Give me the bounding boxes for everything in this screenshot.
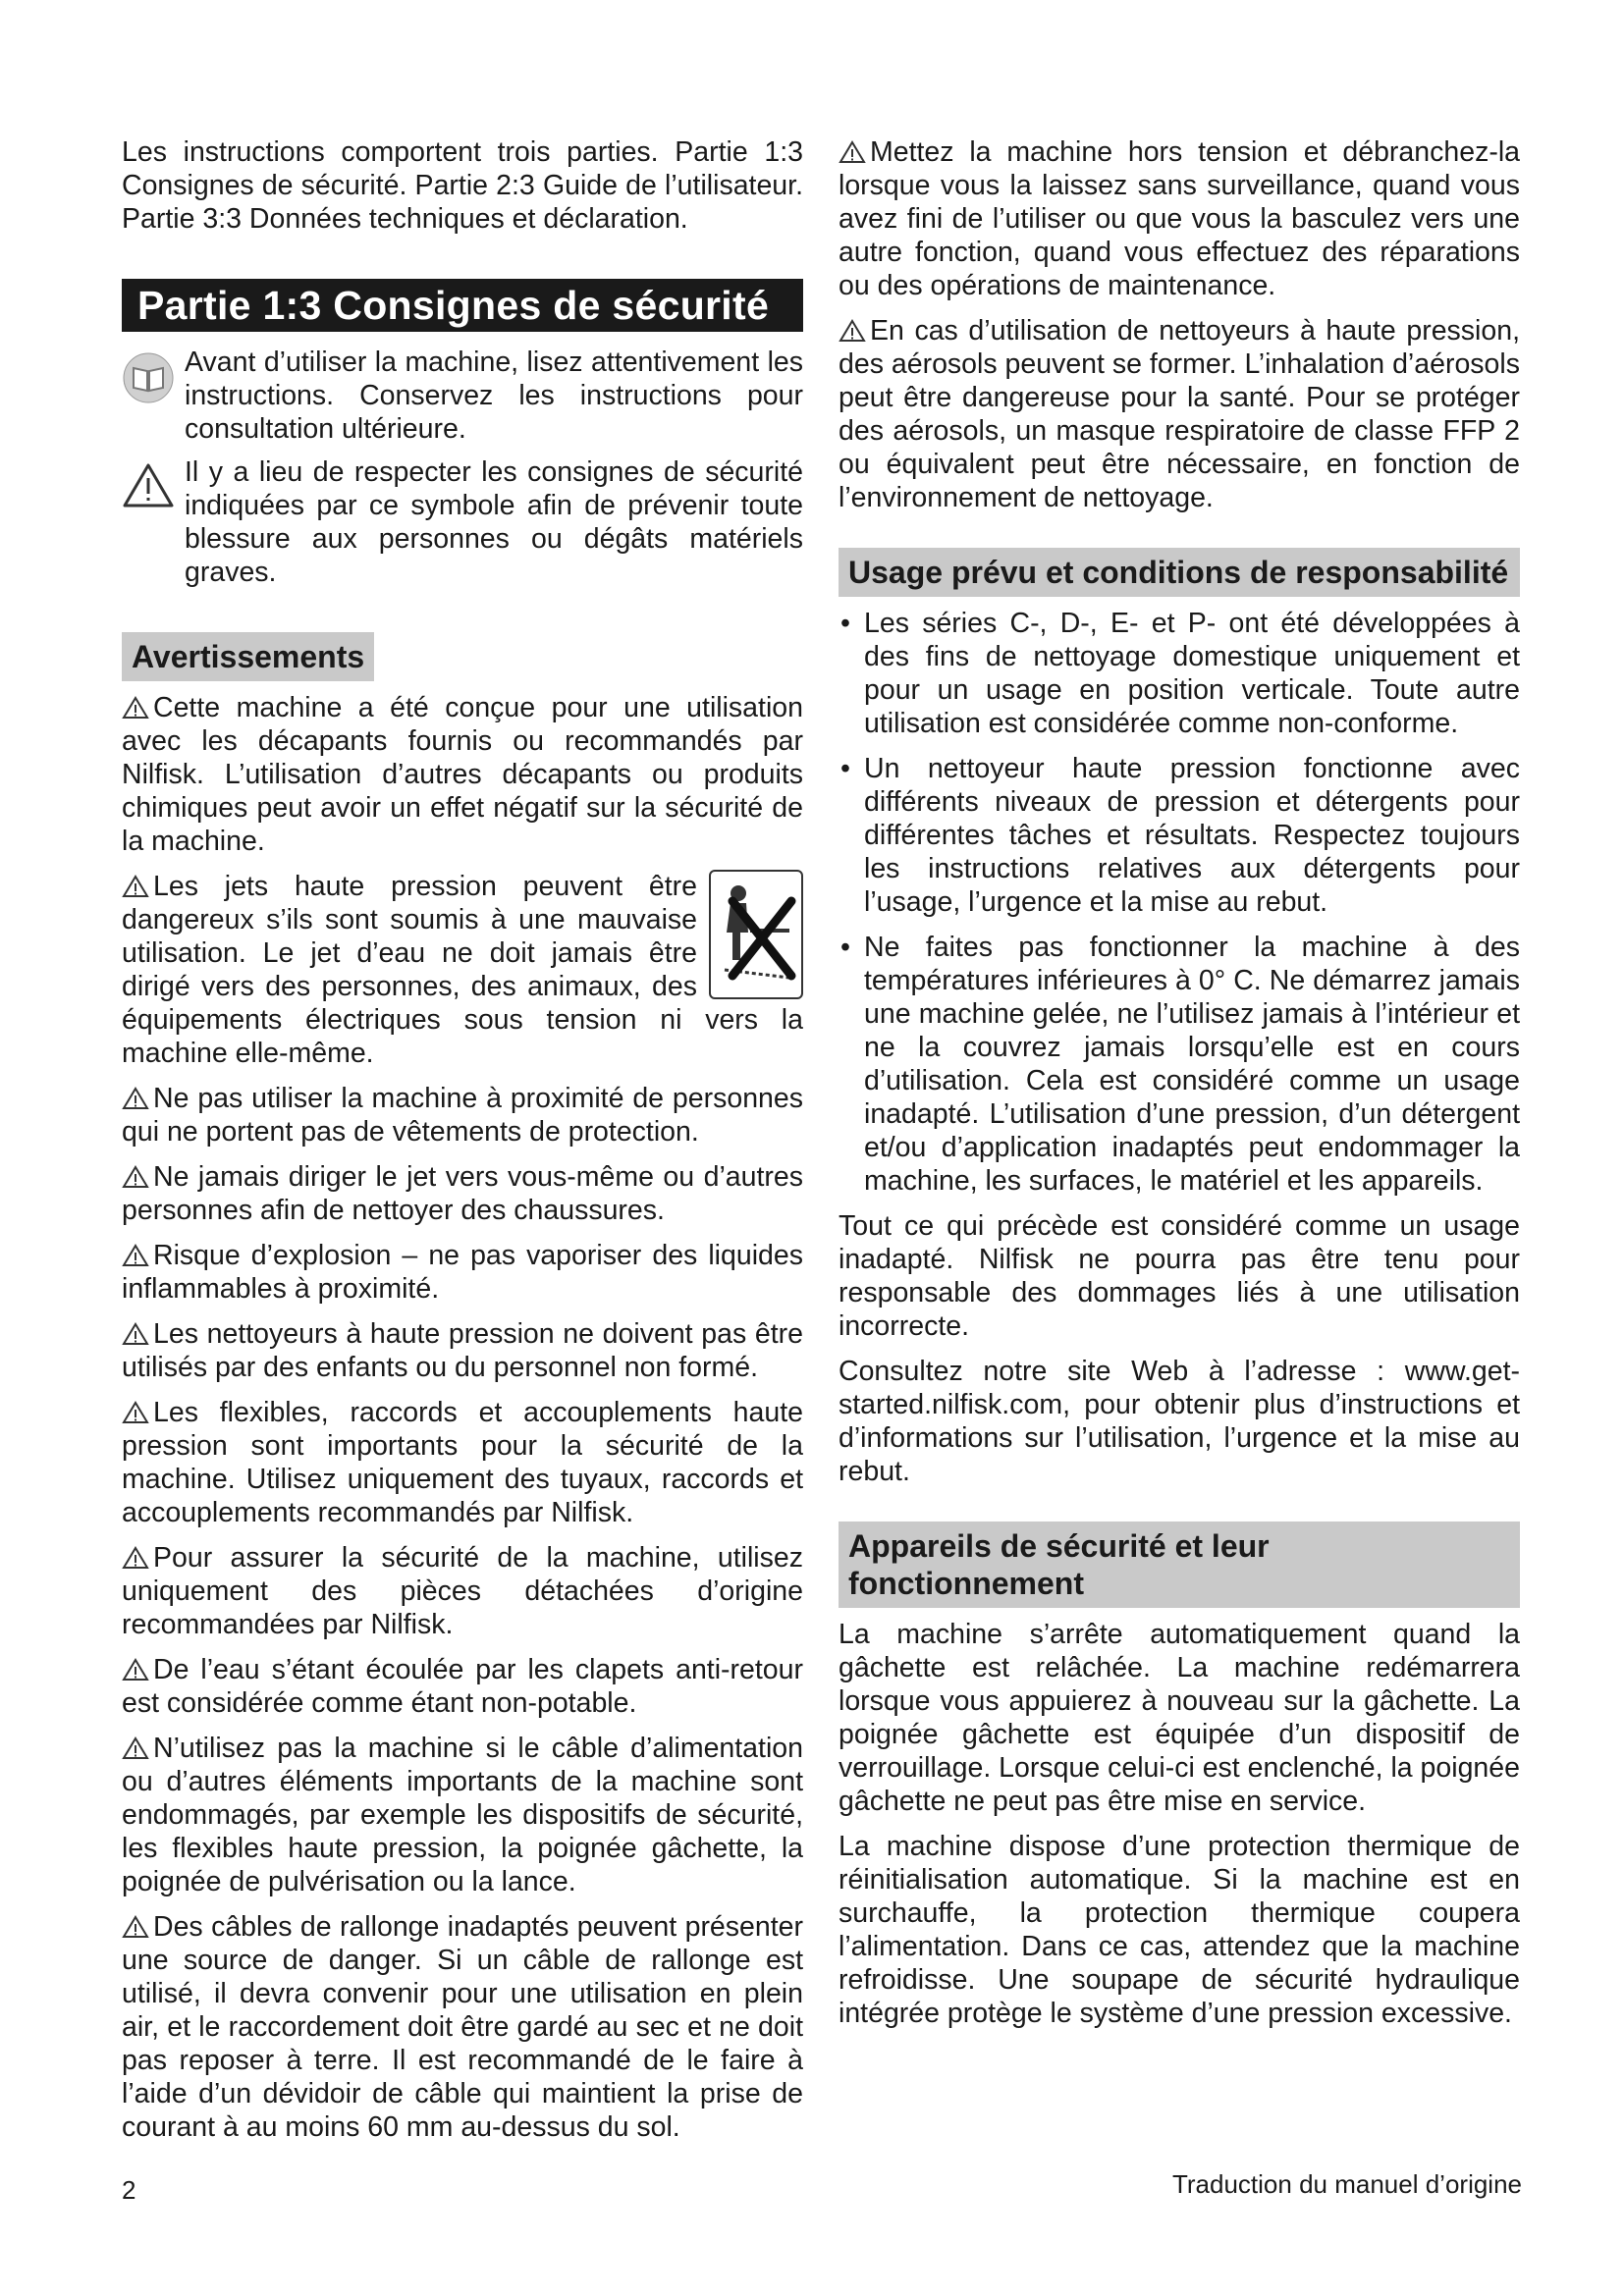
warning-item: Les jets haute pression peuvent être dangereux s’ils sont soumis à une mauvaise utilisation. Le jet d’eau ne doit jamais être dirigé vers des personnes, des animaux, des équipements électriques sous tension ni vers la machine elle-même. xyxy=(122,871,803,1069)
warning-icon xyxy=(122,1322,149,1346)
warning-icon xyxy=(122,1658,149,1682)
usage-paragraph: Consultez notre site Web à l’adresse : www.get-started.nilfisk.com, pour obtenir plus d’instructions et d’informations sur l’utilisation, l’urgence et la mise au rebut. xyxy=(839,1356,1520,1487)
warnings-title: Avertissements xyxy=(122,632,374,681)
warning-item: N’utilisez pas la machine si le câble d’alimentation ou d’autres éléments importants de la machine sont endommagés, par exemple les dispositifs de sécurité, les flexibles haute pression, la poignée gâchette, la poignée de pulvérisation ou la lance. xyxy=(122,1733,803,1897)
symbol-note-text: Il y a lieu de respecter les consignes de sécurité indiquées par ce symbole afin de prévenir toute blessure aux personnes ou dégâts matériels graves. xyxy=(185,456,803,588)
warning-icon xyxy=(122,1401,149,1424)
warning-item: Les nettoyeurs à haute pression ne doivent pas être utilisés par des enfants ou du personnel non formé. xyxy=(122,1318,803,1383)
part-title: Partie 1:3 Consignes de sécurité xyxy=(122,279,803,332)
right-column xyxy=(839,135,1520,2042)
warning-large-icon xyxy=(122,455,177,516)
usage-title: Usage prévu et conditions de responsabilité xyxy=(839,548,1520,597)
symbol-note xyxy=(122,455,803,589)
list-item: • Ne faites pas fonctionner la machine à des températures inférieures à 0° C. Ne démarrez jamais une machine gelée, ne l’utilisez jamais à l’intérieur et ne la couvrez jamais lorsqu’elle est en cours d’utilisation. Cela est considéré comme un usage inadapté. L’utilisation d’une pression, d’un détergent et/ou d’application inadaptés peut endommager la machine, les surfaces, le matériel et les appareils. xyxy=(839,931,1520,1198)
no-spray-at-people-icon xyxy=(709,870,803,999)
safety-devices-title: Appareils de sécurité et leur fonctionnement xyxy=(839,1522,1520,1608)
warning-icon xyxy=(122,1087,149,1110)
warning-item: Ne pas utiliser la machine à proximité de personnes qui ne portent pas de vêtements de protection. xyxy=(122,1083,803,1148)
intro-text: Les instructions comportent trois parties. Partie 1:3 Consignes de sécurité. Partie 2:3 Guide de l’utilisateur. Partie 3:3 Données techniques et déclaration. xyxy=(122,136,803,235)
warning-icon xyxy=(122,1546,149,1570)
warning-icon xyxy=(122,875,149,898)
left-column xyxy=(122,135,803,2156)
warning-icon xyxy=(122,1736,149,1760)
warning-icon xyxy=(839,140,866,164)
warning-item: Risque d’explosion – ne pas vaporiser des liquides inflammables à proximité. xyxy=(122,1240,803,1305)
warning-item: Ne jamais diriger le jet vers vous-même ou d’autres personnes afin de nettoyer des chaussures. xyxy=(122,1161,803,1226)
safety-paragraph: La machine dispose d’une protection thermique de réinitialisation automatique. Si la machine est en surchauffe, la protection thermique coupera l’alimentation. Dans ce cas, attendez que la machine refroidisse. Une soupape de sécurité hydraulique intégrée protège le système d’une pression excessive. xyxy=(839,1831,1520,2029)
warning-icon xyxy=(122,1244,149,1267)
warning-icon xyxy=(122,1915,149,1939)
warning-icon xyxy=(122,696,149,720)
warning-icon xyxy=(839,319,866,343)
warning-item: Cette machine a été conçue pour une utilisation avec les décapants fournis ou recommandés par Nilfisk. L’utilisation d’autres décapants ou produits chimiques peut avoir un effet négatif sur la sécurité de la machine. xyxy=(122,692,803,857)
usage-paragraph: Tout ce qui précède est considéré comme un usage inadapté. Nilfisk ne pourra pas être tenu pour responsable des dommages liés à une utilisation incorrecte. xyxy=(839,1210,1520,1342)
usage-list xyxy=(839,607,1520,1198)
safety-paragraph: La machine s’arrête automatiquement quand la gâchette est relâchée. La machine redémarrera lorsque vous appuierez à nouveau sur la gâchette. La poignée gâchette est équipée d’un dispositif de verrouillage. Lorsque celui-ci est enclenché, la poignée gâchette ne peut pas être mise en service. xyxy=(839,1619,1520,1817)
warning-item: En cas d’utilisation de nettoyeurs à haute pression, des aérosols peuvent se former. L’inhalation d’aérosols peut être dangereuse pour la santé. Pour se protéger des aérosols, un masque respiratoire de classe FFP 2 ou équivalent peut être nécessaire, en fonction de l’environnement de nettoyage. xyxy=(839,315,1520,513)
list-item: • Un nettoyeur haute pression fonctionne avec différents niveaux de pression et détergents pour différentes tâches et résultats. Respectez toujours les instructions relatives aux détergents pour l’usage, l’urgence et la mise au rebut. xyxy=(839,752,1520,919)
warning-item: Pour assurer la sécurité de la machine, utilisez uniquement des pièces détachées d’origine recommandées par Nilfisk. xyxy=(122,1542,803,1640)
book-icon xyxy=(122,346,177,412)
warning-icon xyxy=(122,1165,149,1189)
warning-item: De l’eau s’étant écoulée par les clapets anti-retour est considérée comme étant non-potable. xyxy=(122,1654,803,1719)
footer-note: Traduction du manuel d’origine xyxy=(1171,2169,1522,2199)
warning-item: Des câbles de rallonge inadaptés peuvent présenter une source de danger. Si un câble de rallonge est utilisé, il devra convenir pour une utilisation en plein air, et le raccordement doit être gardé au sec et ne doit pas reposer à terre. Il est recommandé de le faire à l’aide d’un dévidoir de câble qui maintient la prise de courant à au moins 60 mm au-dessus du sol. xyxy=(122,1911,803,2143)
manual-note-text: Avant d’utiliser la machine, lisez attentivement les instructions. Conservez les instructions pour consultation ultérieure. xyxy=(185,347,803,445)
list-item: • Les séries C-, D-, E- et P- ont été développées à des fins de nettoyage domestique uniquement et pour un usage en position verticale. Toute autre utilisation est considérée comme non-conforme. xyxy=(839,607,1520,740)
warning-item: Les flexibles, raccords et accouplements haute pression sont importants pour la sécurité de la machine. Utilisez uniquement des tuyaux, raccords et accouplements recommandés par Nilfisk. xyxy=(122,1397,803,1528)
page-number: 2 xyxy=(122,2175,136,2205)
manual-note xyxy=(122,346,803,446)
warning-item: Mettez la machine hors tension et débranchez-la lorsque vous la laissez sans surveillance, quand vous avez fini de l’utiliser ou que vous la basculez vers une autre fonction, quand vous effectuez des réparations ou des opérations de maintenance. xyxy=(839,136,1520,301)
